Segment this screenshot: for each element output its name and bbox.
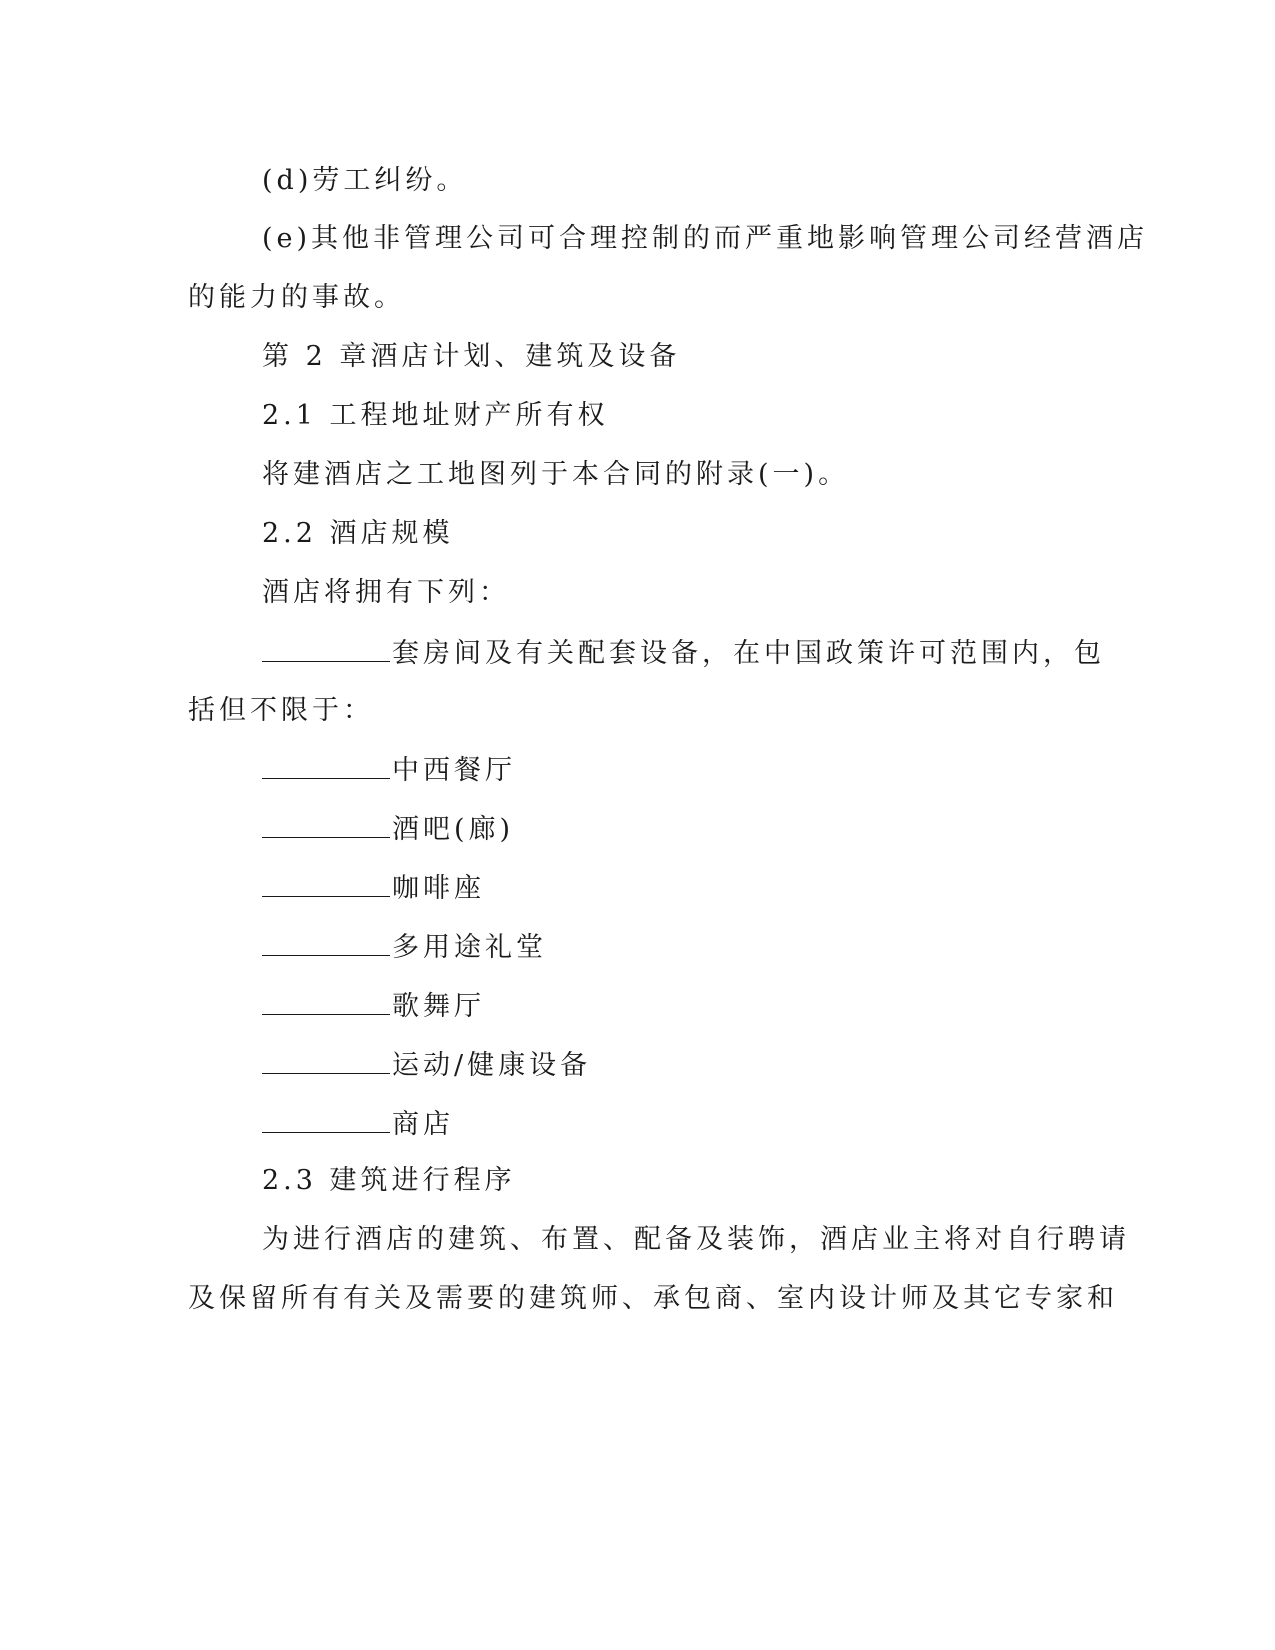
rooms-text: 套房间及有关配套设备，在中国政策许可范围内，包: [392, 638, 1105, 669]
paragraph-other-events-line1: (e)其他非管理公司可合理控制的而严重地影响管理公司经营酒店: [262, 223, 1149, 254]
facility-item: [262, 1047, 1162, 1081]
fill-in-blank: [262, 1106, 390, 1133]
paragraph-labor-disputes: (d)劳工纠纷。: [262, 165, 468, 196]
fill-in-blank: [262, 988, 390, 1015]
facility-item: [262, 811, 1162, 845]
facility-label: 运动/健康设备: [392, 1050, 592, 1081]
section-heading-2-2: 2.2 酒店规模: [262, 518, 454, 549]
paragraph-other-events-line2: 的能力的事故。: [188, 282, 405, 313]
facility-item: [262, 929, 1162, 963]
facility-label: 中西餐厅: [392, 755, 516, 786]
facility-item: [262, 1106, 1162, 1140]
fill-in-blank: [262, 752, 390, 779]
facility-item: [262, 988, 1162, 1022]
rooms-line-1: [262, 635, 1162, 669]
section-2-2-intro: 酒店将拥有下列：: [262, 577, 510, 608]
fill-in-blank: [262, 1047, 390, 1074]
rooms-line-2: 括但不限于：: [188, 695, 374, 726]
fill-in-blank: [262, 635, 390, 662]
facility-label: 多用途礼堂: [392, 932, 547, 963]
section-heading-2-3: 2.3 建筑进行程序: [262, 1165, 516, 1196]
facility-label: 咖啡座: [392, 873, 485, 904]
section-2-1-body: 将建酒店之工地图列于本合同的附录(一)。: [262, 459, 850, 490]
fill-in-blank: [262, 870, 390, 897]
facility-item: [262, 870, 1162, 904]
facility-label: 商店: [392, 1109, 454, 1140]
fill-in-blank: [262, 929, 390, 956]
facility-item: [262, 752, 1162, 786]
chapter-title: 第 2 章酒店计划、建筑及设备: [262, 341, 681, 372]
fill-in-blank: [262, 811, 390, 838]
section-2-3-line-1: 为进行酒店的建筑、布置、配备及装饰，酒店业主将对自行聘请: [262, 1224, 1130, 1255]
section-2-3-line-2: 及保留所有有关及需要的建筑师、承包商、室内设计师及其它专家和: [188, 1283, 1118, 1314]
facility-label: 酒吧(廊): [392, 814, 515, 845]
section-heading-2-1: 2.1 工程地址财产所有权: [262, 400, 609, 431]
facility-label: 歌舞厅: [392, 991, 485, 1022]
